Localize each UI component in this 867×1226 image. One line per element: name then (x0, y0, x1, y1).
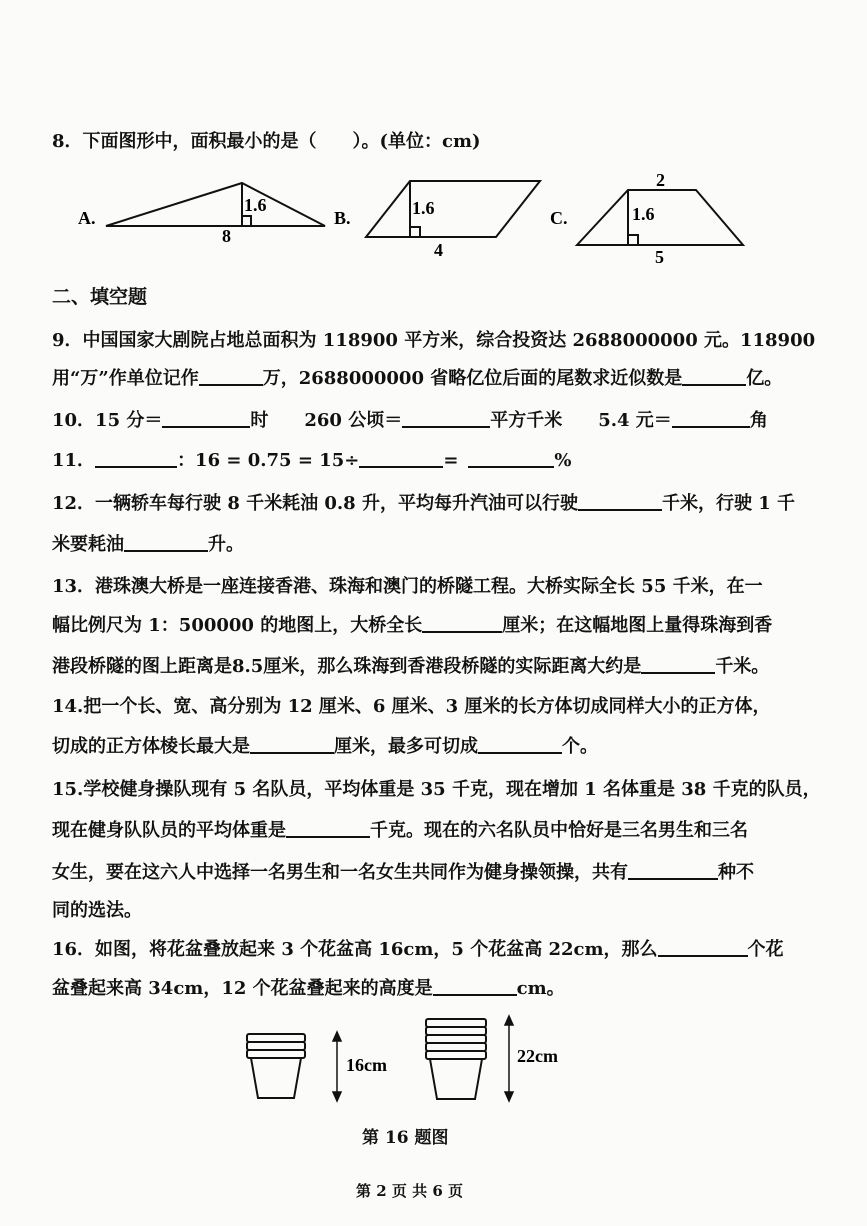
trapezoid-top-label: 2 (656, 170, 665, 190)
q11-line (52, 448, 572, 474)
q15-line4: 同的选法。 (52, 900, 142, 921)
q14-blank-1[interactable] (250, 734, 334, 754)
q10-blank-1[interactable] (162, 408, 250, 428)
q11-text-a: 11． (52, 450, 96, 471)
q12-text-b: 千米，行驶 1 千 (661, 493, 796, 514)
q13-blank-1[interactable] (422, 613, 502, 633)
height-arrow-22 (505, 1016, 513, 1101)
fig-left-height-label: 16cm (346, 1055, 387, 1075)
option-c-letter: C. (550, 208, 568, 228)
page-number: 第 2 页 共 6 页 (356, 1182, 463, 1200)
q16-text-b: 个花 (747, 939, 784, 960)
q15-line3 (52, 860, 754, 886)
q16-blank-1[interactable] (658, 937, 748, 957)
q14-line2 (52, 734, 598, 760)
q16-text-c: 盆叠起来高 34cm，12 个花盆叠起来的高度是 (52, 978, 433, 999)
q12-text-c: 米要耗油 (52, 534, 124, 555)
q14-line1: 14.把一个长、宽、高分别为 12 厘米、6 厘米、3 厘米的长方体切成同样大小的正方体， (52, 696, 771, 717)
q9-text-c: 亿。 (746, 368, 783, 389)
q15-blank-1[interactable] (286, 818, 370, 838)
fig-right-height-label: 22cm (517, 1046, 558, 1066)
q12-blank-1[interactable] (578, 491, 662, 511)
height-arrow-16 (333, 1032, 341, 1101)
q16-line2 (52, 976, 565, 1002)
q8-text: 8．下面图形中，面积最小的是（ ）。(单位：cm) (52, 131, 481, 152)
q13-line2 (52, 613, 772, 639)
triangle-figure (106, 183, 325, 226)
q9-blank-2[interactable] (682, 366, 746, 386)
q13-text-a: 幅比例尺为 1：500000 的地图上，大桥全长 (52, 615, 423, 636)
q13-text-b: 厘米；在这幅地图上量得珠海到香 (502, 615, 773, 636)
q12-blank-2[interactable] (124, 532, 208, 552)
q12-line2 (52, 532, 244, 558)
q16-blank-2[interactable] (433, 976, 517, 996)
q16-text-d: cm。 (516, 978, 565, 999)
flowerpot-stack-3 (247, 1034, 305, 1098)
q11-blank-2[interactable] (359, 448, 443, 468)
trapezoid-base-label: 5 (655, 247, 664, 267)
flowerpot-stack-5 (426, 1019, 486, 1099)
triangle-base-label: 8 (222, 226, 231, 246)
q11-text-b: ：16 = 0.75 = 15÷ (177, 450, 360, 471)
q10-text-b: 时 260 公顷＝ (250, 410, 403, 431)
q12-text-d: 升。 (208, 534, 244, 555)
q10-text-a: 10．15 分＝ (52, 410, 163, 431)
q9-line2 (52, 366, 782, 392)
q11-text-d: % (554, 450, 572, 471)
q9-text-a: 用“万”作单位记作 (52, 368, 199, 389)
q14-blank-2[interactable] (478, 734, 562, 754)
q10-blank-2[interactable] (402, 408, 490, 428)
section-title: 二、填空题 (52, 286, 148, 308)
q9-text-b: 万，2688000000 省略亿位后面的尾数求近似数是 (262, 368, 683, 389)
q12-text-a: 12．一辆轿车每行驶 8 千米耗油 0.8 升，平均每升汽油可以行驶 (52, 493, 578, 514)
q11-text-c: = (443, 450, 459, 471)
option-a-letter: A. (78, 208, 96, 228)
q9-blank-1[interactable] (199, 366, 263, 386)
figure-caption: 第 16 题图 (362, 1128, 449, 1148)
q15-text-a: 现在健身队队员的平均体重是 (52, 820, 286, 841)
q13-text-c: 港段桥隧的图上距离是8.5厘米，那么珠海到香港段桥隧的实际距离大约是 (52, 656, 642, 677)
q10-line (52, 408, 768, 434)
q11-blank-1[interactable] (95, 448, 177, 468)
q10-blank-3[interactable] (672, 408, 750, 428)
q13-blank-2[interactable] (641, 654, 715, 674)
q12-line1 (52, 491, 795, 517)
triangle-height-label: 1.6 (244, 195, 267, 215)
q10-text-c: 平方千米 5.4 元＝ (490, 410, 672, 431)
parallelogram-height-label: 1.6 (412, 198, 435, 218)
q15-line1: 15.学校健身操队现有 5 名队员，平均体重是 35 千克，现在增加 1 名体重是 38 千克的队员， (52, 779, 821, 800)
q13-line1: 13．港珠澳大桥是一座连接香港、珠海和澳门的桥隧工程。大桥实际全长 55 千米，在一 (52, 576, 763, 597)
trapezoid-figure (577, 190, 743, 245)
q15-text-b: 千克。现在的六名队员中恰好是三名男生和三名 (370, 820, 748, 841)
q14-text-b: 厘米，最多可切成 (334, 736, 478, 757)
q13-line3 (52, 654, 769, 680)
option-b-letter: B. (334, 208, 351, 228)
q15-text-c: 女生，要在这六人中选择一名男生和一名女生共同作为健身操领操，共有 (52, 862, 628, 883)
q14-text-c: 个。 (562, 736, 598, 757)
q16-text-a: 16．如图，将花盆叠放起来 3 个花盆高 16cm，5 个花盆高 22cm，那么 (52, 939, 658, 960)
trapezoid-height-label: 1.6 (632, 204, 655, 224)
q15-text-d: 种不 (718, 862, 754, 883)
parallelogram-figure (366, 181, 540, 237)
q15-line2 (52, 818, 748, 844)
q13-text-d: 千米。 (715, 656, 770, 677)
q10-text-d: 角 (749, 410, 768, 431)
q16-line1 (52, 937, 784, 963)
q11-blank-3[interactable] (468, 448, 554, 468)
q14-text-a: 切成的正方体棱长最大是 (52, 736, 250, 757)
q9-line1: 9．中国国家大剧院占地总面积为 118900 平方米，综合投资达 2688000000 元。118900 (52, 330, 816, 351)
parallelogram-base-label: 4 (434, 240, 443, 260)
q15-blank-2[interactable] (628, 860, 718, 880)
